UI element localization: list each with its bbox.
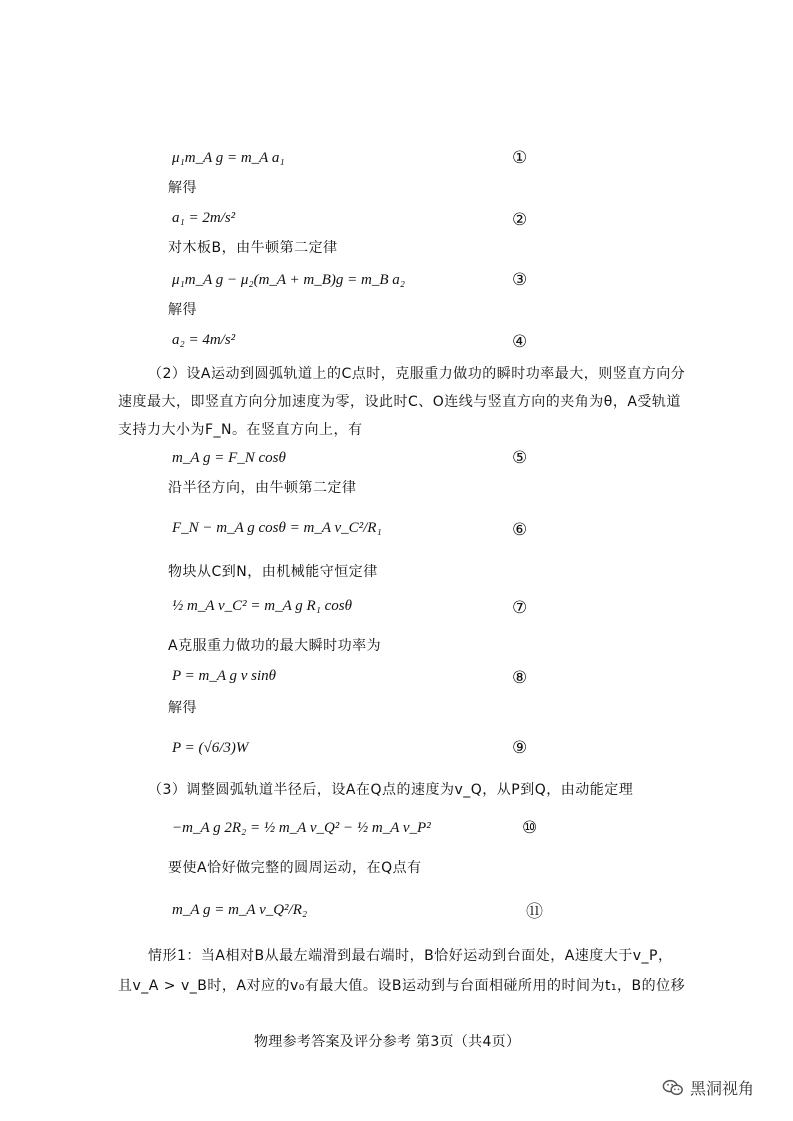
q-point-text: 要使A恰好做完整的圆周运动，在Q点有	[168, 860, 422, 876]
board-b-text: 对木板B，由牛顿第二定律	[168, 240, 338, 256]
case1-line-1: 情形1：当A相对B从最左端滑到最右端时，B恰好运动到台面处，A速度大于v_P，	[148, 948, 673, 964]
marker-2: ②	[512, 210, 528, 230]
part2-line-2: 速度最大，即竖直方向分加速度为零，设此时C、O连线与竖直方向的夹角为θ，A受轨道	[118, 394, 681, 410]
equation-4: a₂ = 4m/s²	[172, 332, 236, 348]
equation-9: P = (√6/3)W	[172, 740, 249, 756]
equation-3: μ₁m_A g − μ₂(m_A + m_B)g = m_B a₂	[172, 272, 405, 288]
marker-11: ⑪	[526, 902, 543, 922]
part2-line-1: （2）设A运动到圆弧轨道上的C点时，克服重力做功的瞬时功率最大，则竖直方向分	[148, 366, 686, 382]
marker-9: ⑨	[512, 738, 528, 758]
equation-5: m_A g = F_N cosθ	[172, 450, 286, 466]
equation-2: a₁ = 2m/s²	[172, 210, 236, 226]
max-power-text: A克服重力做功的最大瞬时功率为	[168, 638, 382, 654]
marker-4: ④	[512, 332, 528, 352]
part2-line-3: 支持力大小为F_N。在竖直方向上，有	[118, 422, 363, 438]
wechat-icon	[662, 1077, 684, 1099]
solve-text-2: 解得	[168, 302, 197, 318]
equation-1: μ₁m_A g = m_A a₁	[172, 150, 285, 166]
watermark	[662, 1076, 754, 1099]
watermark-text: 黑洞视角	[690, 1079, 755, 1098]
marker-6: ⑥	[512, 520, 528, 540]
equation-7: ½ m_A v_C² = m_A g R₁ cosθ	[172, 598, 352, 614]
equation-6: F_N − m_A g cosθ = m_A v_C²/R₁	[172, 520, 382, 536]
marker-1: ①	[512, 148, 528, 168]
solve-text-3: 解得	[168, 700, 197, 716]
part3-line-1: （3）调整圆弧轨道半径后，设A在Q点的速度为v_Q，从P到Q，由动能定理	[148, 782, 634, 798]
page-footer: 物理参考答案及评分参考 第3页（共4页）	[254, 1034, 521, 1050]
marker-8: ⑧	[512, 668, 528, 688]
c-to-n-text: 物块从C到N，由机械能守恒定律	[168, 564, 378, 580]
radial-text: 沿半径方向，由牛顿第二定律	[168, 480, 357, 496]
marker-10: ⑩	[522, 818, 538, 838]
equation-10: −m_A g 2R₂ = ½ m_A v_Q² − ½ m_A v_P²	[172, 820, 431, 836]
marker-3: ③	[512, 270, 528, 290]
solve-text-1: 解得	[168, 180, 197, 196]
case1-line-2: 且v_A > v_B时，A对应的v₀有最大值。设B运动到与台面相碰所用的时间为t₁，B的位移	[118, 978, 686, 994]
equation-8: P = m_A g v sinθ	[172, 668, 277, 684]
marker-5: ⑤	[512, 448, 528, 468]
marker-7: ⑦	[512, 598, 528, 618]
equation-11: m_A g = m_A v_Q²/R₂	[172, 902, 308, 918]
